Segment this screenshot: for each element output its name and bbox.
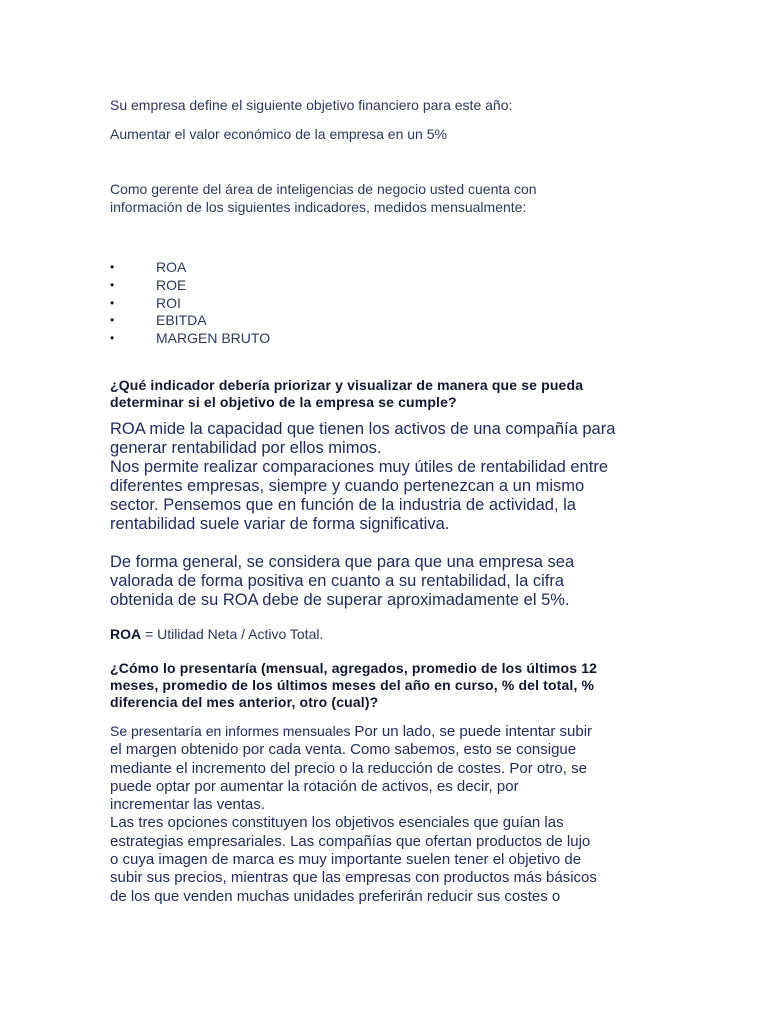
answer-line: obtenida de su ROA debe de superar aproximadamente el 5%. — [110, 591, 570, 609]
indicator-label: EBITDA — [156, 312, 207, 329]
indicator-label: MARGEN BRUTO — [156, 330, 271, 347]
answer-line: mediante el incremento del precio o la reducción de costes. Por otro, se — [110, 759, 587, 777]
intro-line-2: Aumentar el valor económico de la empresa en un 5% — [110, 126, 447, 142]
bullet-icon: • — [110, 260, 115, 274]
question-2 — [110, 660, 597, 711]
context-paragraph — [110, 180, 537, 216]
answer-line: ROA mide la capacidad que tienen los activos de una compañía para — [110, 420, 616, 438]
roa-definition — [110, 626, 323, 643]
answer-line: incrementar las ventas. — [110, 796, 266, 814]
answer-line: estrategias empresariales. Las compañías que ofertan productos de lujo — [110, 832, 591, 850]
answer-line: Las tres opciones constituyen los objetivos esenciales que guían las — [110, 814, 564, 832]
roa-term: ROA — [110, 626, 142, 642]
answer-1-paragraph-1 — [110, 420, 615, 534]
bullet-icon: • — [110, 295, 115, 310]
answer-line: o cuya imagen de marca es muy importante suelen tener el objetivo de — [110, 851, 582, 869]
answer-line: el margen obtenido por cada venta. Como sabemos, esto se consigue — [110, 741, 577, 759]
answer-2-line: Por un lado, se puede intentar subir — [354, 723, 593, 740]
answer-2-lead: Se presentaría en informes mensuales — [110, 723, 355, 739]
indicator-label: ROI — [156, 294, 181, 311]
answer-line: De forma general, se considera que para que una empresa sea — [110, 553, 575, 571]
answer-line: de los que venden muchas unidades preferirán reducir sus costes o — [110, 887, 561, 905]
indicator-label: ROA — [156, 259, 187, 275]
answer-line — [110, 722, 597, 741]
question-line: determinar si el objetivo de la empresa se cumple? — [110, 394, 457, 410]
bullet-icon: • — [110, 313, 115, 328]
answer-line: diferentes empresas, siempre y cuando pertenezcan a un mismo — [110, 477, 585, 495]
question-line: meses, promedio de los últimos meses del año en curso, % del total, % — [110, 677, 595, 693]
bullet-icon: • — [110, 331, 115, 346]
indicator-label: ROE — [156, 276, 187, 293]
answer-line: puede optar por aumentar la rotación de activos, es decir, por — [110, 777, 519, 795]
answer-line: valorada de forma positiva en cuanto a su rentabilidad, la cifra — [110, 572, 565, 590]
question-1 — [110, 377, 583, 411]
context-line: información de los siguientes indicadores, medidos mensualmente: — [110, 199, 527, 215]
bullet-icon: • — [110, 277, 115, 292]
answer-line: sector. Pensemos que en función de la industria de actividad, la — [110, 496, 576, 514]
answer-line: generar rentabilidad por ellos mimos. — [110, 439, 382, 457]
answer-2 — [110, 722, 597, 906]
question-line: ¿Cómo lo presentaría (mensual, agregados, promedio de los últimos 12 — [110, 660, 598, 676]
question-line: diferencia del mes anterior, otro (cual)? — [110, 694, 379, 710]
answer-line: rentabilidad suele variar de forma significativa. — [110, 515, 450, 533]
answer-line: subir sus precios, mientras que las empresas con productos más básicos — [110, 869, 597, 887]
answer-1-paragraph-2 — [110, 553, 574, 610]
answer-line: Nos permite realizar comparaciones muy útiles de rentabilidad entre — [110, 458, 608, 476]
context-line: Como gerente del área de inteligencias de negocio usted cuenta con — [110, 181, 537, 197]
intro-line-1: Su empresa define el siguiente objetivo financiero para este año: — [110, 97, 513, 113]
roa-formula: = Utilidad Neta / Activo Total. — [141, 626, 324, 642]
question-line: ¿Qué indicador debería priorizar y visualizar de manera que se pueda — [110, 377, 584, 393]
